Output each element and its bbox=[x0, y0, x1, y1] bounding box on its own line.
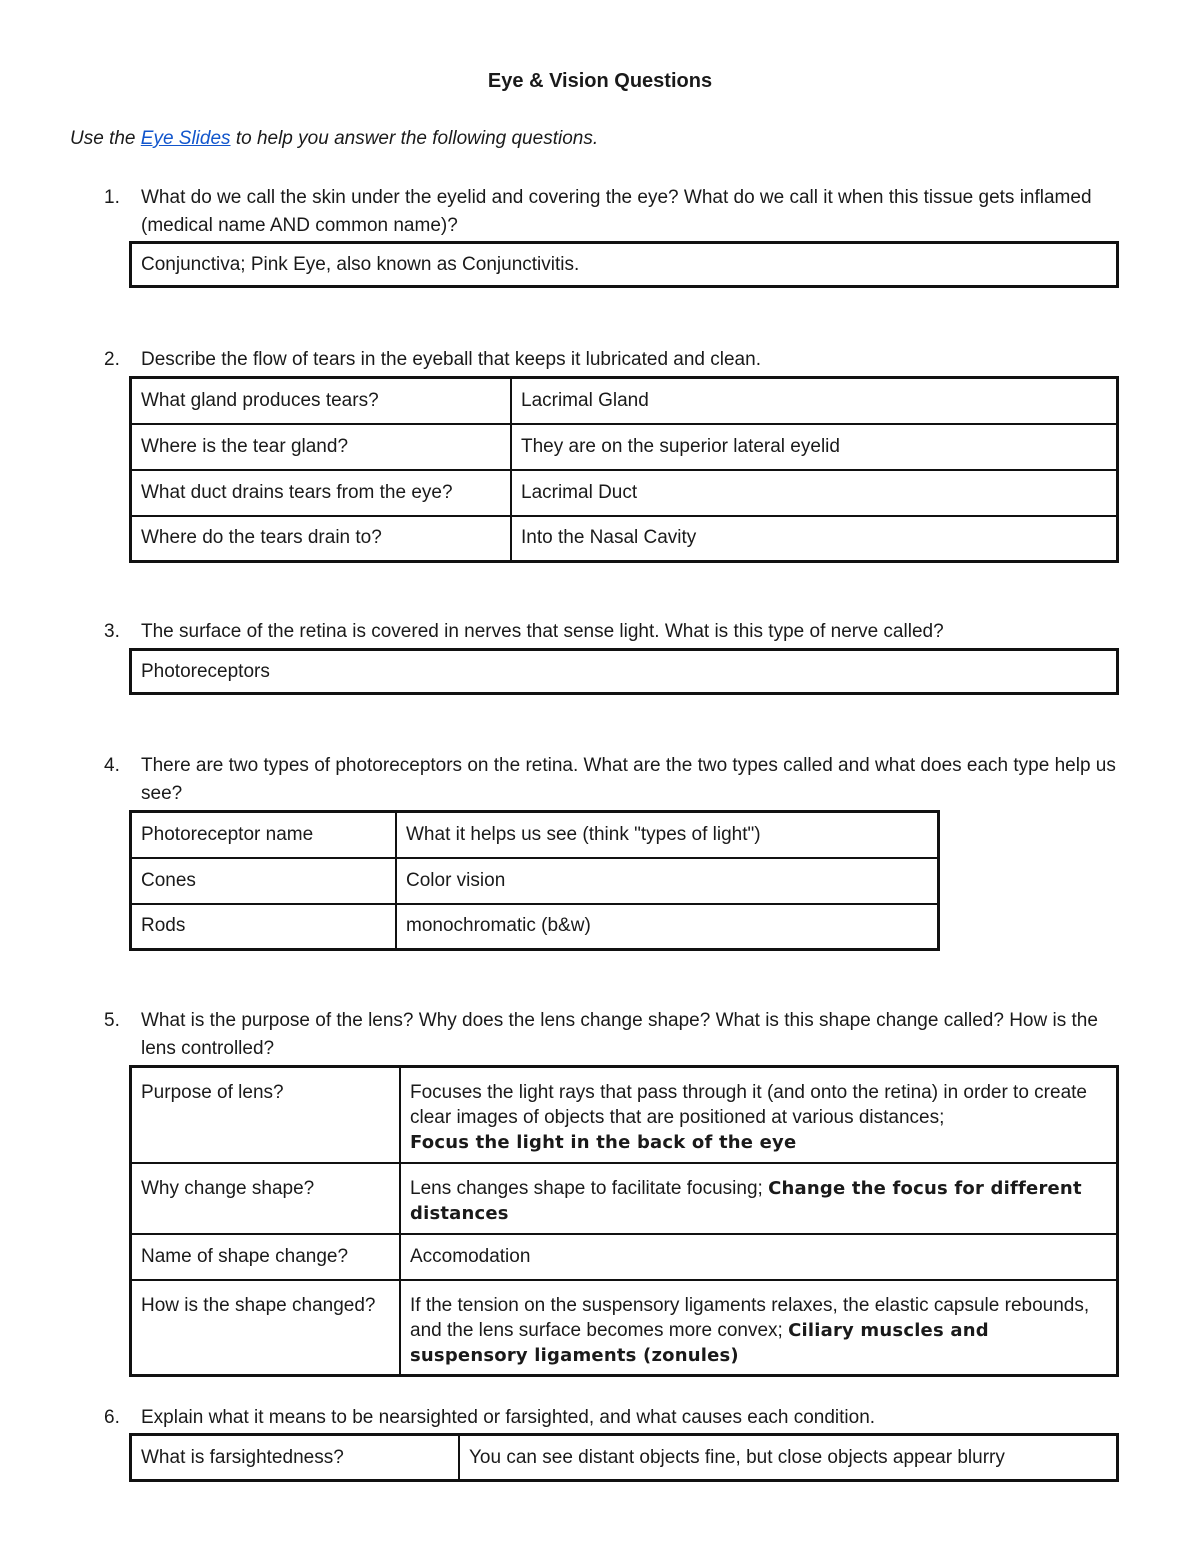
question-cell: What gland produces tears? bbox=[131, 378, 512, 424]
intro-line bbox=[70, 128, 598, 150]
question-2 bbox=[104, 346, 1134, 374]
answer-cell bbox=[400, 1163, 1118, 1234]
table-header-row bbox=[131, 812, 939, 858]
question-cell: Where do the tears drain to? bbox=[131, 516, 512, 562]
table-row bbox=[131, 1067, 1118, 1163]
answer-cell: Lacrimal Duct bbox=[511, 470, 1118, 516]
answer-bold-text: Change the focus for different distances bbox=[410, 1177, 1082, 1224]
question-cell: Name of shape change? bbox=[131, 1234, 401, 1280]
table-row bbox=[131, 516, 1118, 562]
intro-suffix: to help you answer the following questions. bbox=[230, 128, 599, 149]
page-title: Eye & Vision Questions bbox=[487, 70, 713, 92]
answer-cell: Lacrimal Gland bbox=[511, 378, 1118, 424]
tears-table bbox=[129, 376, 1119, 563]
table-row bbox=[131, 1163, 1118, 1234]
photoreceptor-name-cell: Rods bbox=[131, 904, 397, 950]
table-row bbox=[131, 424, 1118, 470]
question-text: What do we call the skin under the eyelid and covering the eye? What do we call it when this tissue gets inflamed (medical name AND common name)? bbox=[141, 187, 1092, 236]
answer-box-3 bbox=[129, 648, 1119, 695]
answer-text: Focuses the light rays that pass through it (and onto the retina) in order to create clear images of objects that are positioned at various distances; bbox=[410, 1082, 1087, 1128]
question-number: 2. bbox=[104, 349, 120, 370]
question-cell: Where is the tear gland? bbox=[131, 424, 512, 470]
answer-text: Lens changes shape to facilitate focusing; bbox=[410, 1177, 763, 1199]
answer-cell bbox=[400, 1280, 1118, 1376]
eye-slides-link[interactable]: Eye Slides bbox=[140, 128, 231, 149]
header-cell: Photoreceptor name bbox=[131, 812, 397, 858]
table-row bbox=[131, 858, 939, 904]
question-cell: Why change shape? bbox=[131, 1163, 401, 1234]
answer-cell: Conjunctiva; Pink Eye, also known as Conjunctivitis. bbox=[131, 243, 1118, 287]
answer-cell: Into the Nasal Cavity bbox=[511, 516, 1118, 562]
question-number: 1. bbox=[104, 187, 120, 208]
question-cell: Purpose of lens? bbox=[131, 1067, 401, 1163]
answer-cell: Photoreceptors bbox=[131, 650, 1118, 694]
question-text: What is the purpose of the lens? Why does the lens change shape? What is this shape change called? How is the lens controlled? bbox=[141, 1010, 1098, 1059]
table-row bbox=[131, 904, 939, 950]
answer-cell bbox=[400, 1067, 1118, 1163]
table-row bbox=[131, 1280, 1118, 1376]
header-cell: What it helps us see (think "types of light") bbox=[396, 812, 939, 858]
answer-cell: Accomodation bbox=[400, 1234, 1118, 1280]
question-text: The surface of the retina is covered in nerves that sense light. What is this type of nerve called? bbox=[141, 621, 944, 642]
question-number: 6. bbox=[104, 1407, 120, 1428]
question-4 bbox=[104, 752, 1134, 808]
answer-box-1 bbox=[129, 241, 1119, 288]
question-number: 5. bbox=[104, 1010, 120, 1031]
question-5 bbox=[104, 1007, 1134, 1063]
sees-cell: monochromatic (b&w) bbox=[396, 904, 939, 950]
intro-prefix: Use the bbox=[70, 128, 141, 149]
table-row bbox=[131, 470, 1118, 516]
question-cell: What is farsightedness? bbox=[131, 1435, 460, 1481]
question-6 bbox=[104, 1404, 1134, 1432]
question-1 bbox=[104, 184, 1134, 240]
lens-table bbox=[129, 1065, 1119, 1377]
sight-table bbox=[129, 1433, 1119, 1482]
answer-cell: They are on the superior lateral eyelid bbox=[511, 424, 1118, 470]
question-text: There are two types of photoreceptors on the retina. What are the two types called and what does each type help us see? bbox=[141, 755, 1116, 804]
question-cell: How is the shape changed? bbox=[131, 1280, 401, 1376]
table-row bbox=[131, 1234, 1118, 1280]
photoreceptor-table bbox=[129, 810, 940, 951]
answer-text: If the tension on the suspensory ligaments relaxes, the elastic capsule rebounds, and the lens surface becomes more convex; bbox=[410, 1294, 1090, 1341]
answer-cell: You can see distant objects fine, but close objects appear blurry bbox=[459, 1435, 1118, 1481]
table-row bbox=[131, 378, 1118, 424]
question-text: Describe the flow of tears in the eyeball that keeps it lubricated and clean. bbox=[141, 349, 761, 370]
question-3 bbox=[104, 618, 1134, 646]
table-row bbox=[131, 1435, 1118, 1481]
answer-bold-text: Focus the light in the back of the eye bbox=[410, 1132, 797, 1153]
question-number: 4. bbox=[104, 755, 120, 776]
photoreceptor-name-cell: Cones bbox=[131, 858, 397, 904]
question-number: 3. bbox=[104, 621, 120, 642]
question-cell: What duct drains tears from the eye? bbox=[131, 470, 512, 516]
sees-cell: Color vision bbox=[396, 858, 939, 904]
question-text: Explain what it means to be nearsighted or farsighted, and what causes each condition. bbox=[141, 1407, 876, 1428]
answer-bold-text: Ciliary muscles and suspensory ligaments (zonules) bbox=[410, 1319, 989, 1366]
